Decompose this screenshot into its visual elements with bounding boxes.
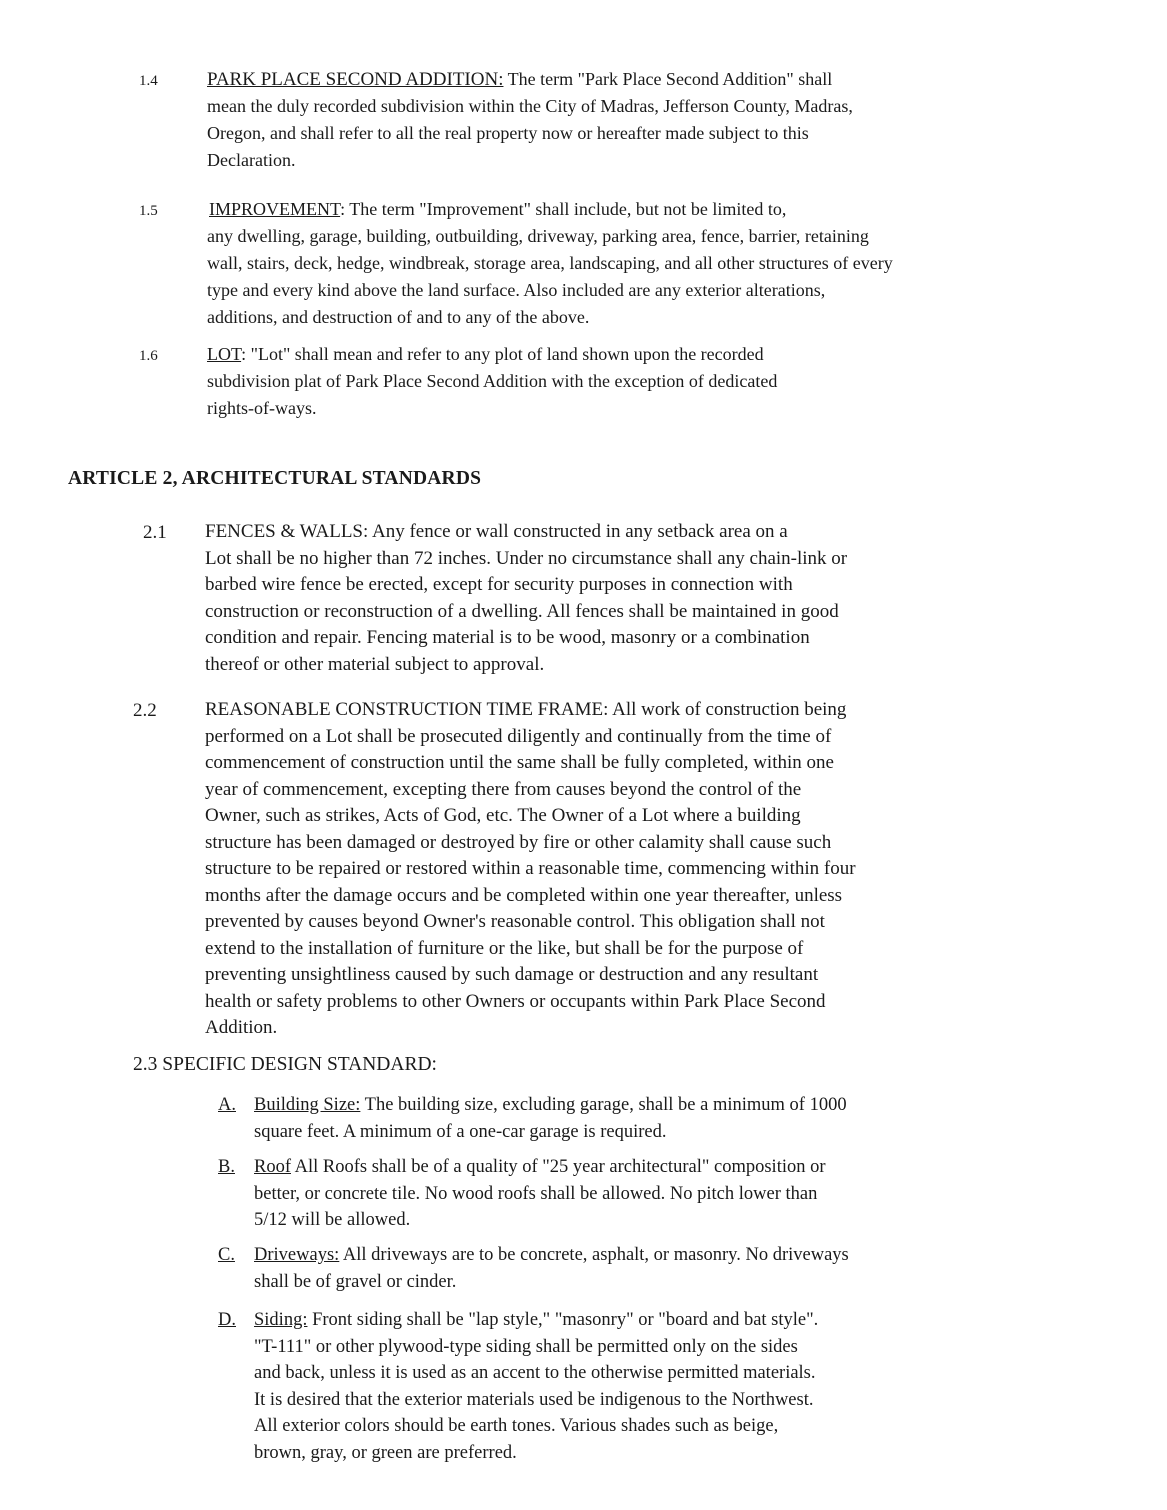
definition-text: IMPROVEMENT: The term "Improvement" shall include, but not be limited to, any dwelling, garage, building, outbuilding, driveway, parking area, fence, barrier, retaining wall, stairs, deck, hedge, windbreak, storage area, landscaping, and all other structures of every type and every kind above the land surface. Also included are any exterior alterations, additions, and destruction of and to any of the above.	[207, 199, 893, 327]
item-text: Roof All Roofs shall be of a quality of "25 year architectural" composition or better, or concrete tile. No wood roofs shall be allowed. No pitch lower than 5/12 will be allowed.	[254, 1157, 826, 1230]
item-title: Roof	[254, 1157, 291, 1177]
item-letter: B.	[218, 1157, 235, 1177]
definition-term: IMPROVEMENT	[209, 199, 341, 219]
item-title: Driveways:	[254, 1245, 340, 1265]
definition-number: 1.6	[139, 348, 158, 364]
section-text: FENCES & WALLS: Any fence or wall constructed in any setback area on a Lot shall be no higher than 72 inches. Under no circumstance shall any chain-link or barbed wire fence be erected, except for security purposes in connection with construction or reconstruction of a dwelling. All fences shall be maintained in good condition and repair. Fencing material is to be wood, masonry or a combination thereof or other material subject to approval.	[205, 521, 848, 675]
definition-term: PARK PLACE SECOND ADDITION:	[207, 69, 504, 90]
definition-text: LOT: "Lot" shall mean and refer to any plot of land shown upon the recorded subdivision plat of Park Place Second Addition with the exception of dedicated rights-of-ways.	[207, 344, 778, 418]
item-letter: D.	[218, 1310, 236, 1330]
item-text: Building Size: The building size, excluding garage, shall be a minimum of 1000 square feet. A minimum of a one-car garage is required.	[254, 1095, 847, 1142]
item-title: Siding:	[254, 1310, 308, 1330]
section-number: 2.2	[133, 700, 157, 721]
item-title: Building Size:	[254, 1095, 361, 1115]
section-number: 2.1	[143, 522, 167, 543]
item-letter: C.	[218, 1245, 235, 1265]
item-text: Siding: Front siding shall be "lap style," "masonry" or "board and bat style". "T-111" or other plywood-type siding shall be permitted only on the sides and back, unless it is used as an accent to the otherwise permitted materials. It is desired that the exterior materials used be indigenous to the Northwest. All exterior colors should be earth tones. Various shades such as beige, brown, gray, or green are preferred.	[254, 1310, 819, 1463]
definition-number: 1.5	[139, 203, 158, 219]
design-standard-heading: 2.3 SPECIFIC DESIGN STANDARD:	[133, 1054, 437, 1075]
section-text: REASONABLE CONSTRUCTION TIME FRAME: All work of construction being performed on a Lot shall be prosecuted diligently and continually from the time of commencement of construction until the same shall be fully completed, within one year of commencement, excepting there from causes beyond the control of the Owner, such as strikes, Acts of God, etc. The Owner of a Lot where a building structure has been damaged or destroyed by fire or other calamity shall cause such structure to be repaired or restored within a reasonable time, commencing within four months after the damage occurs and be completed within one year thereafter, unless prevented by causes beyond Owner's reasonable control. This obligation shall not extend to the installation of furniture or the like, but shall be for the purpose of preventing unsightliness caused by such damage or destruction and any resultant health or safety problems to other Owners or occupants within Park Place Second Addition.	[205, 699, 856, 1038]
definition-text: PARK PLACE SECOND ADDITION: The term "Park Place Second Addition" shall mean the duly recorded subdivision within the City of Madras, Jefferson County, Madras, Oregon, and shall refer to all the real property now or hereafter made subject to this Declaration.	[207, 69, 853, 170]
definition-term: LOT	[207, 344, 242, 364]
item-text: Driveways: All driveways are to be concrete, asphalt, or masonry. No driveways shall be of gravel or cinder.	[254, 1245, 849, 1292]
article-heading: ARTICLE 2, ARCHITECTURAL STANDARDS	[68, 468, 482, 489]
definition-number: 1.4	[139, 73, 158, 89]
item-letter: A.	[218, 1095, 236, 1115]
